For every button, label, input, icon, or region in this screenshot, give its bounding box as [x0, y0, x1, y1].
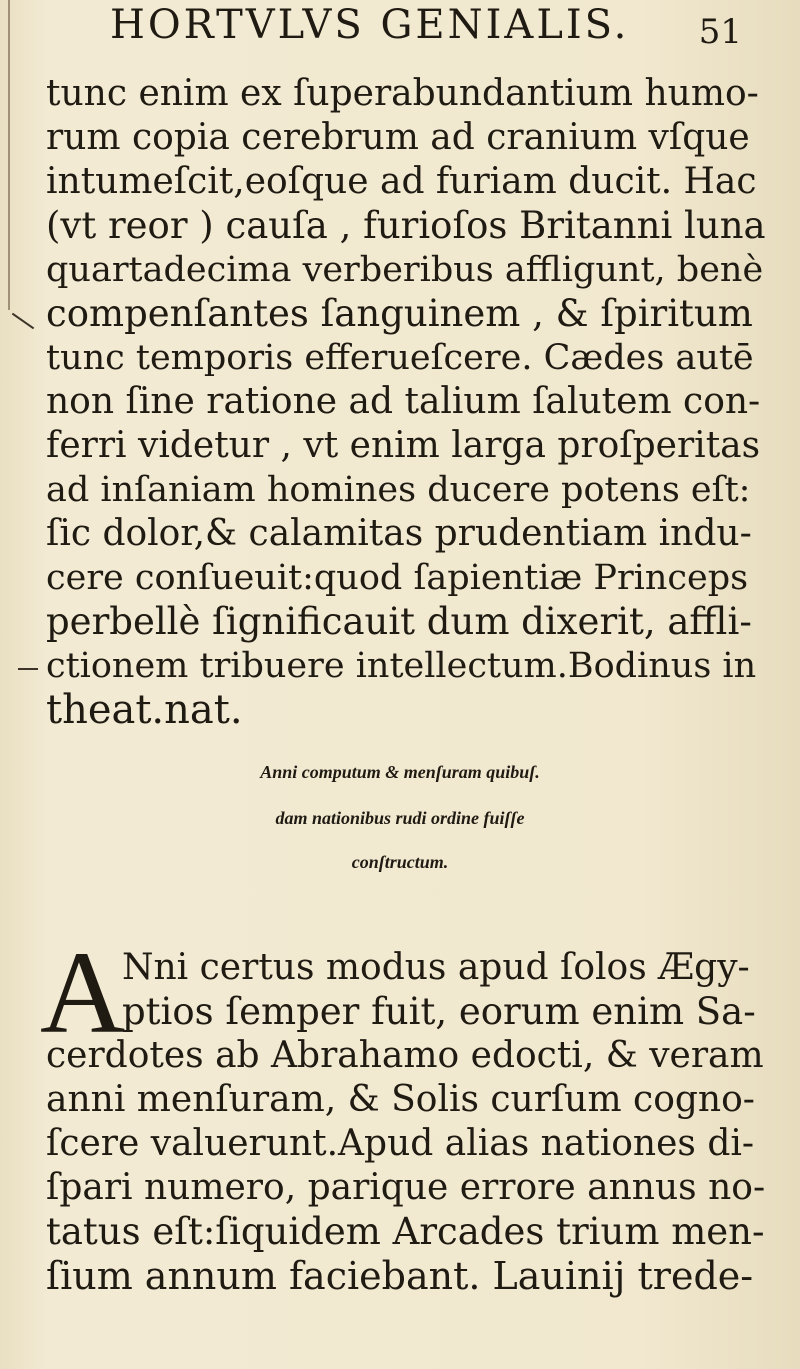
text-line: tunc enim ex ſuperabundantium humo-: [46, 73, 759, 114]
text-line: ferri videtur , vt enim larga proſperitas: [46, 425, 761, 466]
text-line: theat.nat.: [46, 687, 243, 733]
margin-mark: [12, 313, 34, 330]
text-line: perbellè ſignificauit dum dixerit, affli-: [46, 600, 752, 643]
text-line: intumeſcit,eoſque ad furiam ducit. Hac: [46, 161, 757, 202]
text-line: ptios ſemper fuit, eorum enim Sa-: [122, 990, 756, 1033]
text-line: ſcere valuerunt.Apud alias nationes di-: [46, 1123, 755, 1164]
text-line: tatus eſt:ſiquidem Arcades trium men-: [46, 1210, 765, 1253]
text-line: ſium annum faciebant. Lauinij trede-: [46, 1254, 754, 1298]
running-head: HORTVLVS GENIALIS.: [110, 2, 630, 48]
text-line: tunc temporis efferueſcere. Cædes autē: [46, 338, 754, 378]
text-line: ſpari numero, parique errore annus no-: [46, 1167, 766, 1208]
text-line: compenſantes ſanguinem , & ſpiritum: [46, 292, 753, 335]
gutter-rule: [8, 0, 10, 310]
text-line: ſic dolor,& calamitas prudentiam indu-: [46, 513, 752, 554]
margin-mark: [18, 668, 38, 670]
text-line: cerdotes ab Abrahamo edocti, & veram: [46, 1035, 764, 1076]
section-heading-line: Anni computum & menſuram quibuſ.: [260, 762, 540, 782]
text-line: quartadecima verberibus affligunt, benè: [46, 250, 764, 290]
drop-cap: A: [40, 927, 126, 1058]
section-heading-line: dam nationibus rudi ordine fuiſſe: [275, 808, 525, 828]
text-line: Nni certus modus apud ſolos Ægy-: [122, 947, 750, 988]
text-line: rum copia cerebrum ad cranium vſque: [46, 117, 750, 158]
text-line: ad inſaniam homines ducere potens eſt:: [46, 470, 751, 510]
text-line: cere conſueuit:quod ſapientiæ Princeps: [46, 558, 749, 598]
text-line: anni menſuram, & Solis curſum cogno-: [46, 1079, 755, 1120]
text-line: (vt reor ) cauſa , furioſos Britanni luna: [46, 204, 766, 247]
text-line: ctionem tribuere intellectum.Bodinus in: [46, 646, 757, 686]
text-line: non ſine ratione ad talium ſalutem con-: [46, 381, 761, 422]
section-heading-line: conſtructum.: [351, 852, 449, 872]
page-number: 51: [698, 12, 742, 52]
